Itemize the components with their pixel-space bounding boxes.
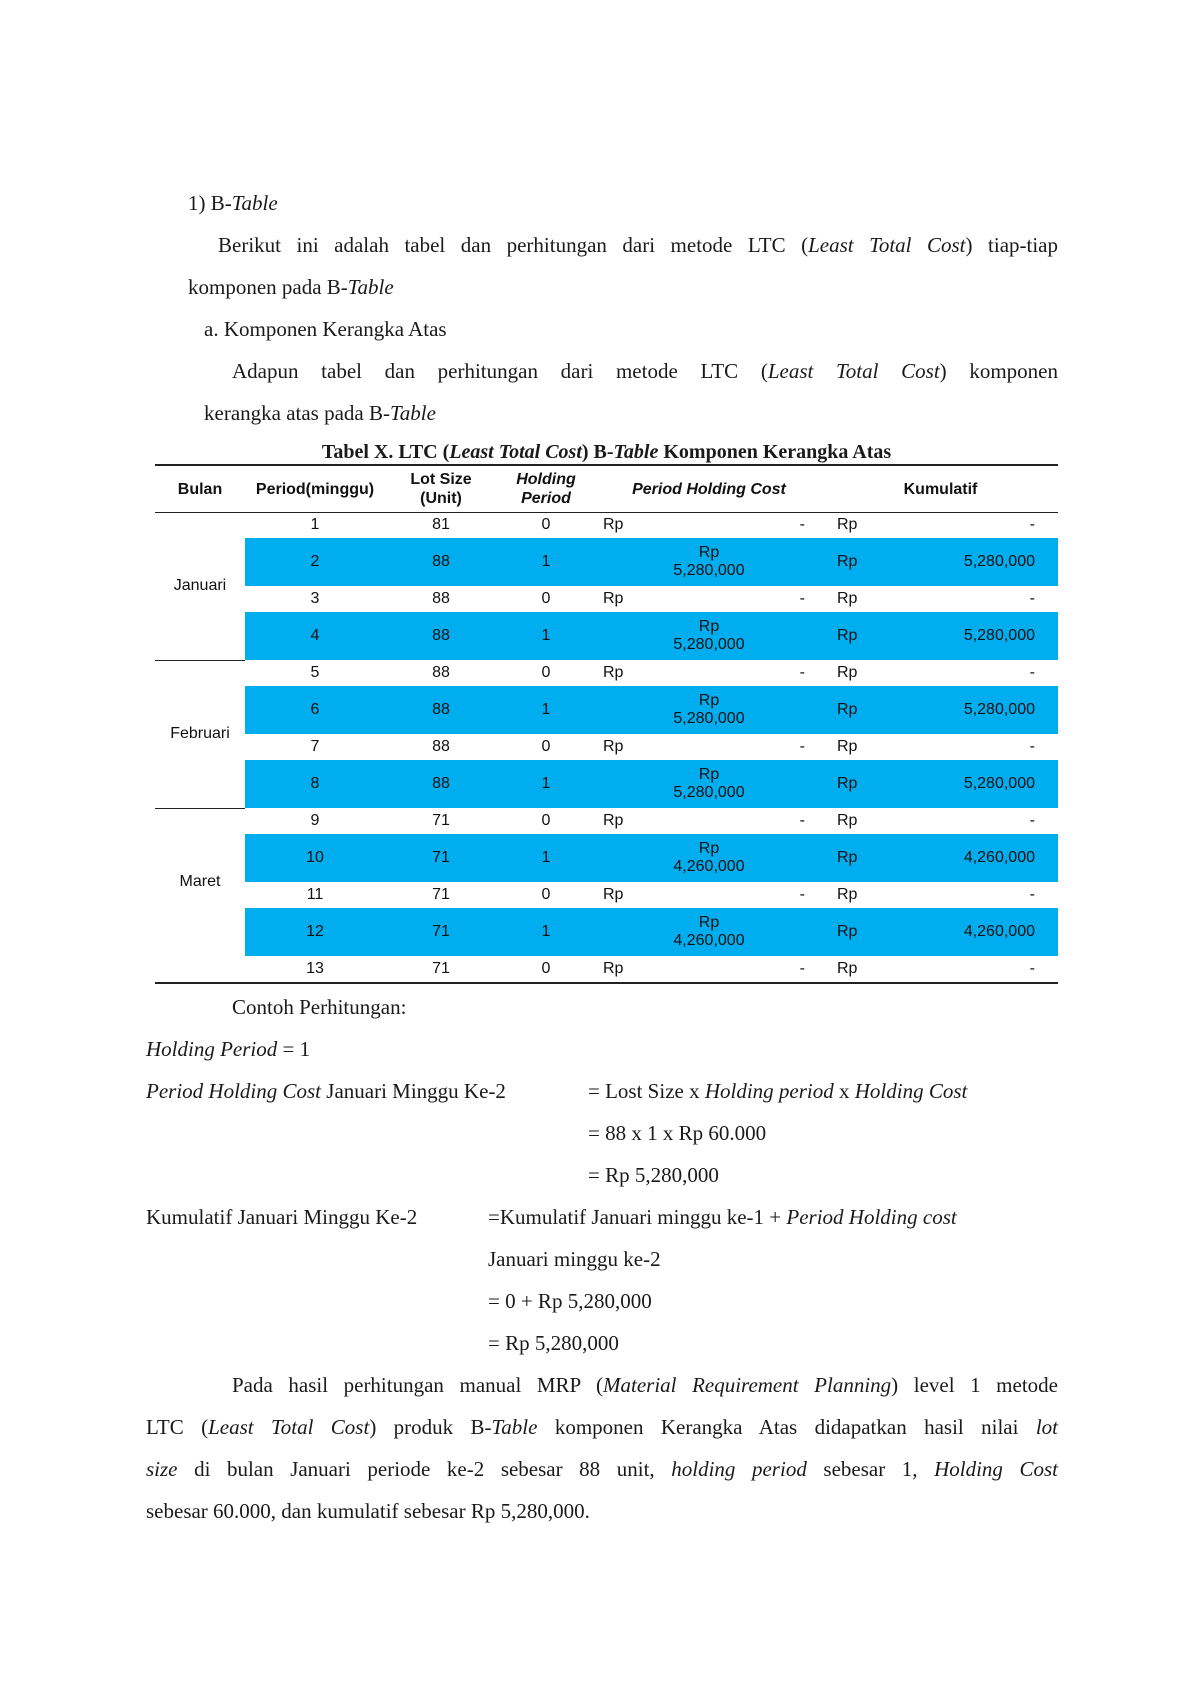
lot-size-cell: 71 (432, 960, 450, 977)
lot-size-cell: 71 (432, 886, 450, 903)
table-row (245, 908, 1058, 956)
phc-currency-cell: Rp (603, 516, 624, 533)
holding-period-cell: 1 (541, 627, 551, 644)
holding-period-cell: 0 (541, 516, 551, 533)
table-row (245, 538, 1058, 586)
kumulatif-value-cell: - (1029, 738, 1035, 755)
phc-value-cell: - (799, 664, 805, 681)
header-lot-size-line2: (Unit) (420, 490, 462, 507)
calc-kum-label: Kumulatif Januari Minggu Ke-2 (146, 1205, 418, 1229)
kum-currency-cell: Rp (837, 812, 858, 829)
lot-size-cell: 88 (432, 738, 450, 755)
period-holding-cost-cell (595, 612, 823, 660)
calc-phc-label-italic: Period Holding Cost (146, 1079, 322, 1103)
holding-period-cell: 0 (541, 738, 551, 755)
table-caption (155, 440, 1058, 464)
sub-intro-text-b: ) komponen (939, 359, 1058, 383)
period-cell: 8 (310, 775, 320, 792)
header-lot-size (385, 466, 497, 512)
conc-l2-i1: Least Total Cost (208, 1415, 370, 1439)
kum-currency-cell: Rp (837, 590, 858, 607)
conc-l3-b: sebesar 1, (806, 1457, 935, 1481)
kum-currency-cell: Rp (837, 923, 858, 940)
period-cell: 13 (306, 960, 324, 977)
period-cell: 1 (310, 516, 320, 533)
sub-intro-line-1 (232, 358, 1058, 384)
lot-size-cell: 81 (432, 516, 450, 533)
phc-value: 5,280,000 (673, 784, 745, 801)
period-holding-cost-cell (595, 834, 823, 882)
kumulatif-value-cell: 4,260,000 (963, 849, 1035, 866)
conc-l2-a: LTC ( (146, 1415, 209, 1439)
holding-period-cell: 1 (541, 553, 551, 570)
conc-l2-c: komponen Kerangka Atas didapatkan hasil nilai (537, 1415, 1036, 1439)
intro-italic: Least Total Cost (808, 233, 966, 257)
holding-period-cell: 1 (541, 701, 551, 718)
calc-kum-eq1-i: Period Holding cost (786, 1205, 957, 1229)
period-holding-cost-cell (595, 760, 823, 808)
sub-intro-line-2 (204, 400, 436, 426)
phc-currency-cell: Rp (603, 812, 624, 829)
table-row (245, 612, 1058, 660)
lot-size-cell: 71 (432, 849, 450, 866)
calc-phc-eq1-i1: Holding period (704, 1079, 834, 1103)
table-row (245, 808, 1058, 834)
phc-currency-cell: Rp (603, 664, 624, 681)
calc-phc-eq1-b: x (833, 1079, 855, 1103)
caption-italic-2: Table (613, 441, 659, 463)
table-bottom-rule (155, 982, 1058, 984)
kumulatif-value-cell: 5,280,000 (963, 701, 1035, 718)
conc-l3-i1: size (146, 1457, 178, 1481)
intro-line2-text: komponen pada B- (188, 275, 348, 299)
header-bulan: Bulan (177, 480, 223, 498)
holding-period-cell: 0 (541, 812, 551, 829)
calc-phc-eq-3: = Rp 5,280,000 (588, 1163, 719, 1187)
kumulatif-value-cell: - (1029, 886, 1035, 903)
period-holding-cost-cell (595, 538, 823, 586)
kum-currency-cell: Rp (837, 664, 858, 681)
period-holding-cost-cell (595, 908, 823, 956)
calc-title: Contoh Perhitungan: (232, 995, 407, 1019)
kum-currency-cell: Rp (837, 553, 858, 570)
calc-holding-period (146, 1036, 310, 1062)
conc-l1-b: ) level 1 metode (891, 1373, 1058, 1397)
holding-period-cell: 1 (541, 775, 551, 792)
conc-l3-i2: holding period (671, 1457, 807, 1481)
currency-label: Rp (698, 692, 720, 709)
sub-intro-line2-text: kerangka atas pada B- (204, 401, 390, 425)
intro-line-1 (218, 232, 1058, 258)
kum-currency-cell: Rp (837, 960, 858, 977)
kum-currency-cell: Rp (837, 627, 858, 644)
table-row (245, 586, 1058, 612)
heading-number: 1) B- (188, 191, 232, 215)
conclusion-line-1 (232, 1372, 1058, 1398)
caption-italic-1: Least Total Cost (449, 441, 582, 463)
period-cell: 7 (310, 738, 320, 755)
calc-kum-eq-2: = 0 + Rp 5,280,000 (488, 1289, 652, 1313)
intro-line-2 (188, 274, 394, 300)
kumulatif-value-cell: - (1029, 664, 1035, 681)
phc-value: 5,280,000 (673, 710, 745, 727)
ltc-table (155, 464, 1058, 984)
conclusion-line-3 (146, 1456, 1058, 1482)
conc-l2-b: ) produk B- (369, 1415, 492, 1439)
table-row (245, 882, 1058, 908)
header-holding-line2: Period (521, 490, 571, 507)
kum-currency-cell: Rp (837, 738, 858, 755)
calc-phc-eq1-a: = Lost Size x (588, 1079, 705, 1103)
phc-currency-cell: Rp (603, 590, 624, 607)
calc-kum-eq1-a: =Kumulatif Januari minggu ke-1 + (488, 1205, 787, 1229)
kumulatif-value-cell: 5,280,000 (963, 553, 1035, 570)
caption-text-a: Tabel X. LTC ( (321, 441, 450, 463)
phc-value-cell: - (799, 590, 805, 607)
calc-phc-label-text: Januari Minggu Ke-2 (321, 1079, 506, 1103)
kumulatif-value-cell: - (1029, 812, 1035, 829)
period-holding-cost-cell (595, 686, 823, 734)
header-holding-period (497, 466, 595, 512)
currency-label: Rp (698, 840, 720, 857)
calc-kum-eq-1-cont: Januari minggu ke-2 (488, 1247, 661, 1271)
phc-value: 5,280,000 (673, 636, 745, 653)
conclusion-line-2 (146, 1414, 1058, 1440)
table-row (245, 956, 1058, 982)
phc-value: 4,260,000 (673, 858, 745, 875)
holding-period-cell: 0 (541, 886, 551, 903)
conc-l1-i: Material Requirement Planning (603, 1373, 892, 1397)
table-row (245, 512, 1058, 538)
table-row (245, 834, 1058, 882)
kum-currency-cell: Rp (837, 775, 858, 792)
holding-period-cell: 0 (541, 960, 551, 977)
period-cell: 4 (310, 627, 320, 644)
holding-period-cell: 0 (541, 664, 551, 681)
lot-size-cell: 71 (432, 923, 450, 940)
currency-label: Rp (698, 914, 720, 931)
table-row (245, 686, 1058, 734)
month-label: Januari (173, 577, 227, 594)
sub-intro-text-a: Adapun tabel dan perhitungan dari metode LTC ( (232, 359, 768, 383)
period-cell: 6 (310, 701, 320, 718)
kumulatif-value-cell: 5,280,000 (963, 627, 1035, 644)
conc-l2-i3: lot (1035, 1415, 1058, 1439)
intro-line2-italic: Table (347, 275, 394, 299)
month-label: Februari (170, 725, 230, 742)
phc-currency-cell: Rp (603, 960, 624, 977)
table-header (155, 464, 1058, 513)
lot-size-cell: 88 (432, 590, 450, 607)
conc-l2-i2: Table (491, 1415, 538, 1439)
calc-kum-eq-1 (488, 1204, 957, 1230)
calc-hp-label: Holding Period (146, 1037, 278, 1061)
section-heading (188, 190, 278, 216)
currency-label: Rp (698, 618, 720, 635)
intro-text-b: ) tiap-tiap (965, 233, 1058, 257)
header-period: Period(minggu) (255, 480, 375, 498)
calc-kum-eq-3: = Rp 5,280,000 (488, 1331, 619, 1355)
header-period-holding-cost: Period Holding Cost (632, 480, 786, 498)
period-cell: 9 (310, 812, 320, 829)
kumulatif-value-cell: - (1029, 590, 1035, 607)
period-cell: 3 (310, 590, 320, 607)
kumulatif-value-cell: - (1029, 960, 1035, 977)
phc-value-cell: - (799, 960, 805, 977)
calc-phc-eq-2: = 88 x 1 x Rp 60.000 (588, 1121, 767, 1145)
lot-size-cell: 71 (432, 812, 450, 829)
lot-size-cell: 88 (432, 627, 450, 644)
table-row (245, 734, 1058, 760)
phc-value-cell: - (799, 812, 805, 829)
header-holding-line1: Holding (516, 471, 576, 488)
caption-text-b: ) B- (581, 441, 614, 463)
table-row (245, 660, 1058, 686)
conclusion-line-4: sebesar 60.000, dan kumulatif sebesar Rp 5,280,000. (146, 1499, 590, 1523)
holding-period-cell: 1 (541, 923, 551, 940)
sub-intro-line2-italic: Table (390, 401, 436, 425)
conc-l1-a: Pada hasil perhitungan manual MRP ( (232, 1373, 604, 1397)
period-cell: 2 (310, 553, 320, 570)
header-lot-size-line1: Lot Size (410, 471, 472, 488)
calc-phc-eq1-i2: Holding Cost (854, 1079, 968, 1103)
conc-l3-i3: Holding Cost (934, 1457, 1059, 1481)
kum-currency-cell: Rp (837, 886, 858, 903)
phc-value-cell: - (799, 886, 805, 903)
phc-value-cell: - (799, 516, 805, 533)
phc-currency-cell: Rp (603, 738, 624, 755)
caption-text-c: Komponen Kerangka Atas (658, 441, 892, 463)
lot-size-cell: 88 (432, 553, 450, 570)
kum-currency-cell: Rp (837, 849, 858, 866)
period-cell: 5 (310, 664, 320, 681)
kum-currency-cell: Rp (837, 516, 858, 533)
header-kumulatif: Kumulatif (903, 480, 978, 498)
currency-label: Rp (698, 766, 720, 783)
period-cell: 10 (306, 849, 324, 866)
subheading: a. Komponen Kerangka Atas (204, 317, 447, 341)
month-separator (155, 660, 245, 661)
phc-value-cell: - (799, 738, 805, 755)
currency-label: Rp (698, 544, 720, 561)
lot-size-cell: 88 (432, 664, 450, 681)
month-label: Maret (179, 873, 221, 890)
calc-phc-eq-1 (588, 1078, 967, 1104)
phc-currency-cell: Rp (603, 886, 624, 903)
holding-period-cell: 1 (541, 849, 551, 866)
period-cell: 11 (306, 886, 324, 903)
table-row (245, 760, 1058, 808)
kum-currency-cell: Rp (837, 701, 858, 718)
heading-italic: Table (231, 191, 278, 215)
lot-size-cell: 88 (432, 701, 450, 718)
intro-text-a: Berikut ini adalah tabel dan perhitungan dari metode LTC ( (218, 233, 809, 257)
month-separator (155, 808, 245, 809)
calc-hp-value: = 1 (277, 1037, 311, 1061)
kumulatif-value-cell: 5,280,000 (963, 775, 1035, 792)
conc-l3-a: di bulan Januari periode ke-2 sebesar 88 unit, (177, 1457, 672, 1481)
kumulatif-value-cell: 4,260,000 (963, 923, 1035, 940)
period-cell: 12 (306, 923, 324, 940)
phc-value: 4,260,000 (673, 932, 745, 949)
lot-size-cell: 88 (432, 775, 450, 792)
calc-phc-label (146, 1078, 506, 1104)
holding-period-cell: 0 (541, 590, 551, 607)
phc-value: 5,280,000 (673, 562, 745, 579)
kumulatif-value-cell: - (1029, 516, 1035, 533)
sub-intro-italic: Least Total Cost (767, 359, 940, 383)
